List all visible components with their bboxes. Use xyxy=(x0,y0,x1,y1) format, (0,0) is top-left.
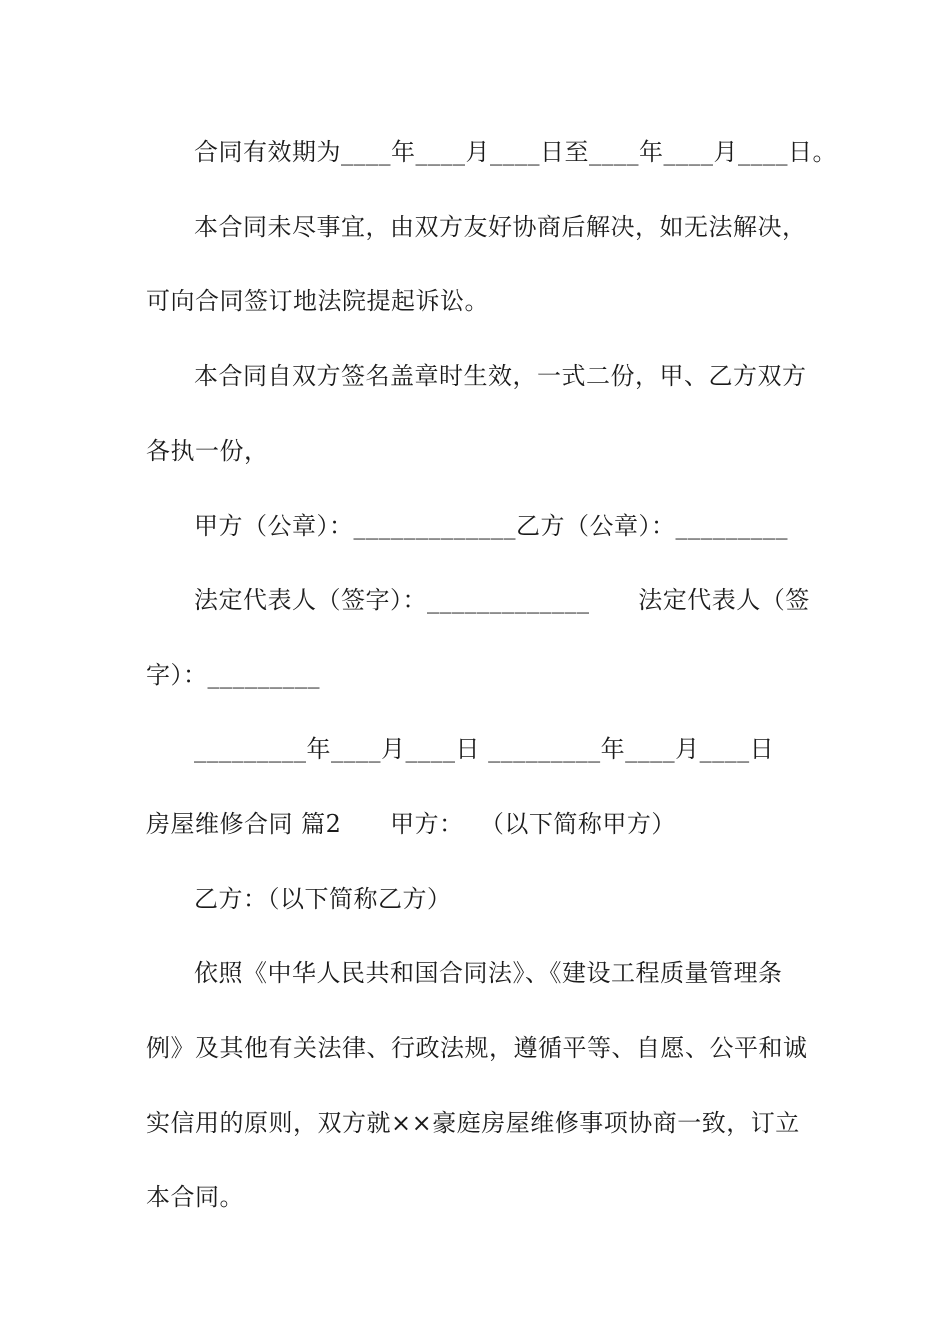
paragraph-line: 本合同未尽事宜，由双方友好协商后解决，如无法解决， xyxy=(194,213,807,241)
paragraph-line: 本合同自双方签名盖章时生效，一式二份，甲、乙方双方 xyxy=(194,362,807,390)
paragraph-line: 依照《中华人民共和国合同法》、《建设工程质量管理条 xyxy=(194,959,783,987)
date-line: _________年____月____日 _________年____月____日 xyxy=(194,735,775,763)
paragraph-line: 可向合同签订地法院提起诉讼。 xyxy=(146,287,489,315)
section-title: 房屋维修合同 篇2 甲方： （以下简称甲方） xyxy=(146,810,676,838)
paragraph-line: 实信用的原则，双方就××豪庭房屋维修事项协商一致，订立 xyxy=(146,1109,800,1137)
representative-signature-line: 字）：_________ xyxy=(146,661,320,689)
contract-validity-line: 合同有效期为____年____月____日至____年____月____日。 xyxy=(194,138,837,166)
paragraph-line: 各执一份， xyxy=(146,437,269,465)
party-seal-line: 甲方（公章）：_____________乙方（公章）：_________ xyxy=(194,512,788,540)
party-b-line: 乙方：（以下简称乙方） xyxy=(194,885,452,913)
paragraph-line: 例》及其他有关法律、行政法规，遵循平等、自愿、公平和诚 xyxy=(146,1034,808,1062)
representative-signature-line: 法定代表人（签字）：_____________ 法定代表人（签 xyxy=(194,586,810,614)
paragraph-line: 本合同。 xyxy=(146,1183,244,1211)
